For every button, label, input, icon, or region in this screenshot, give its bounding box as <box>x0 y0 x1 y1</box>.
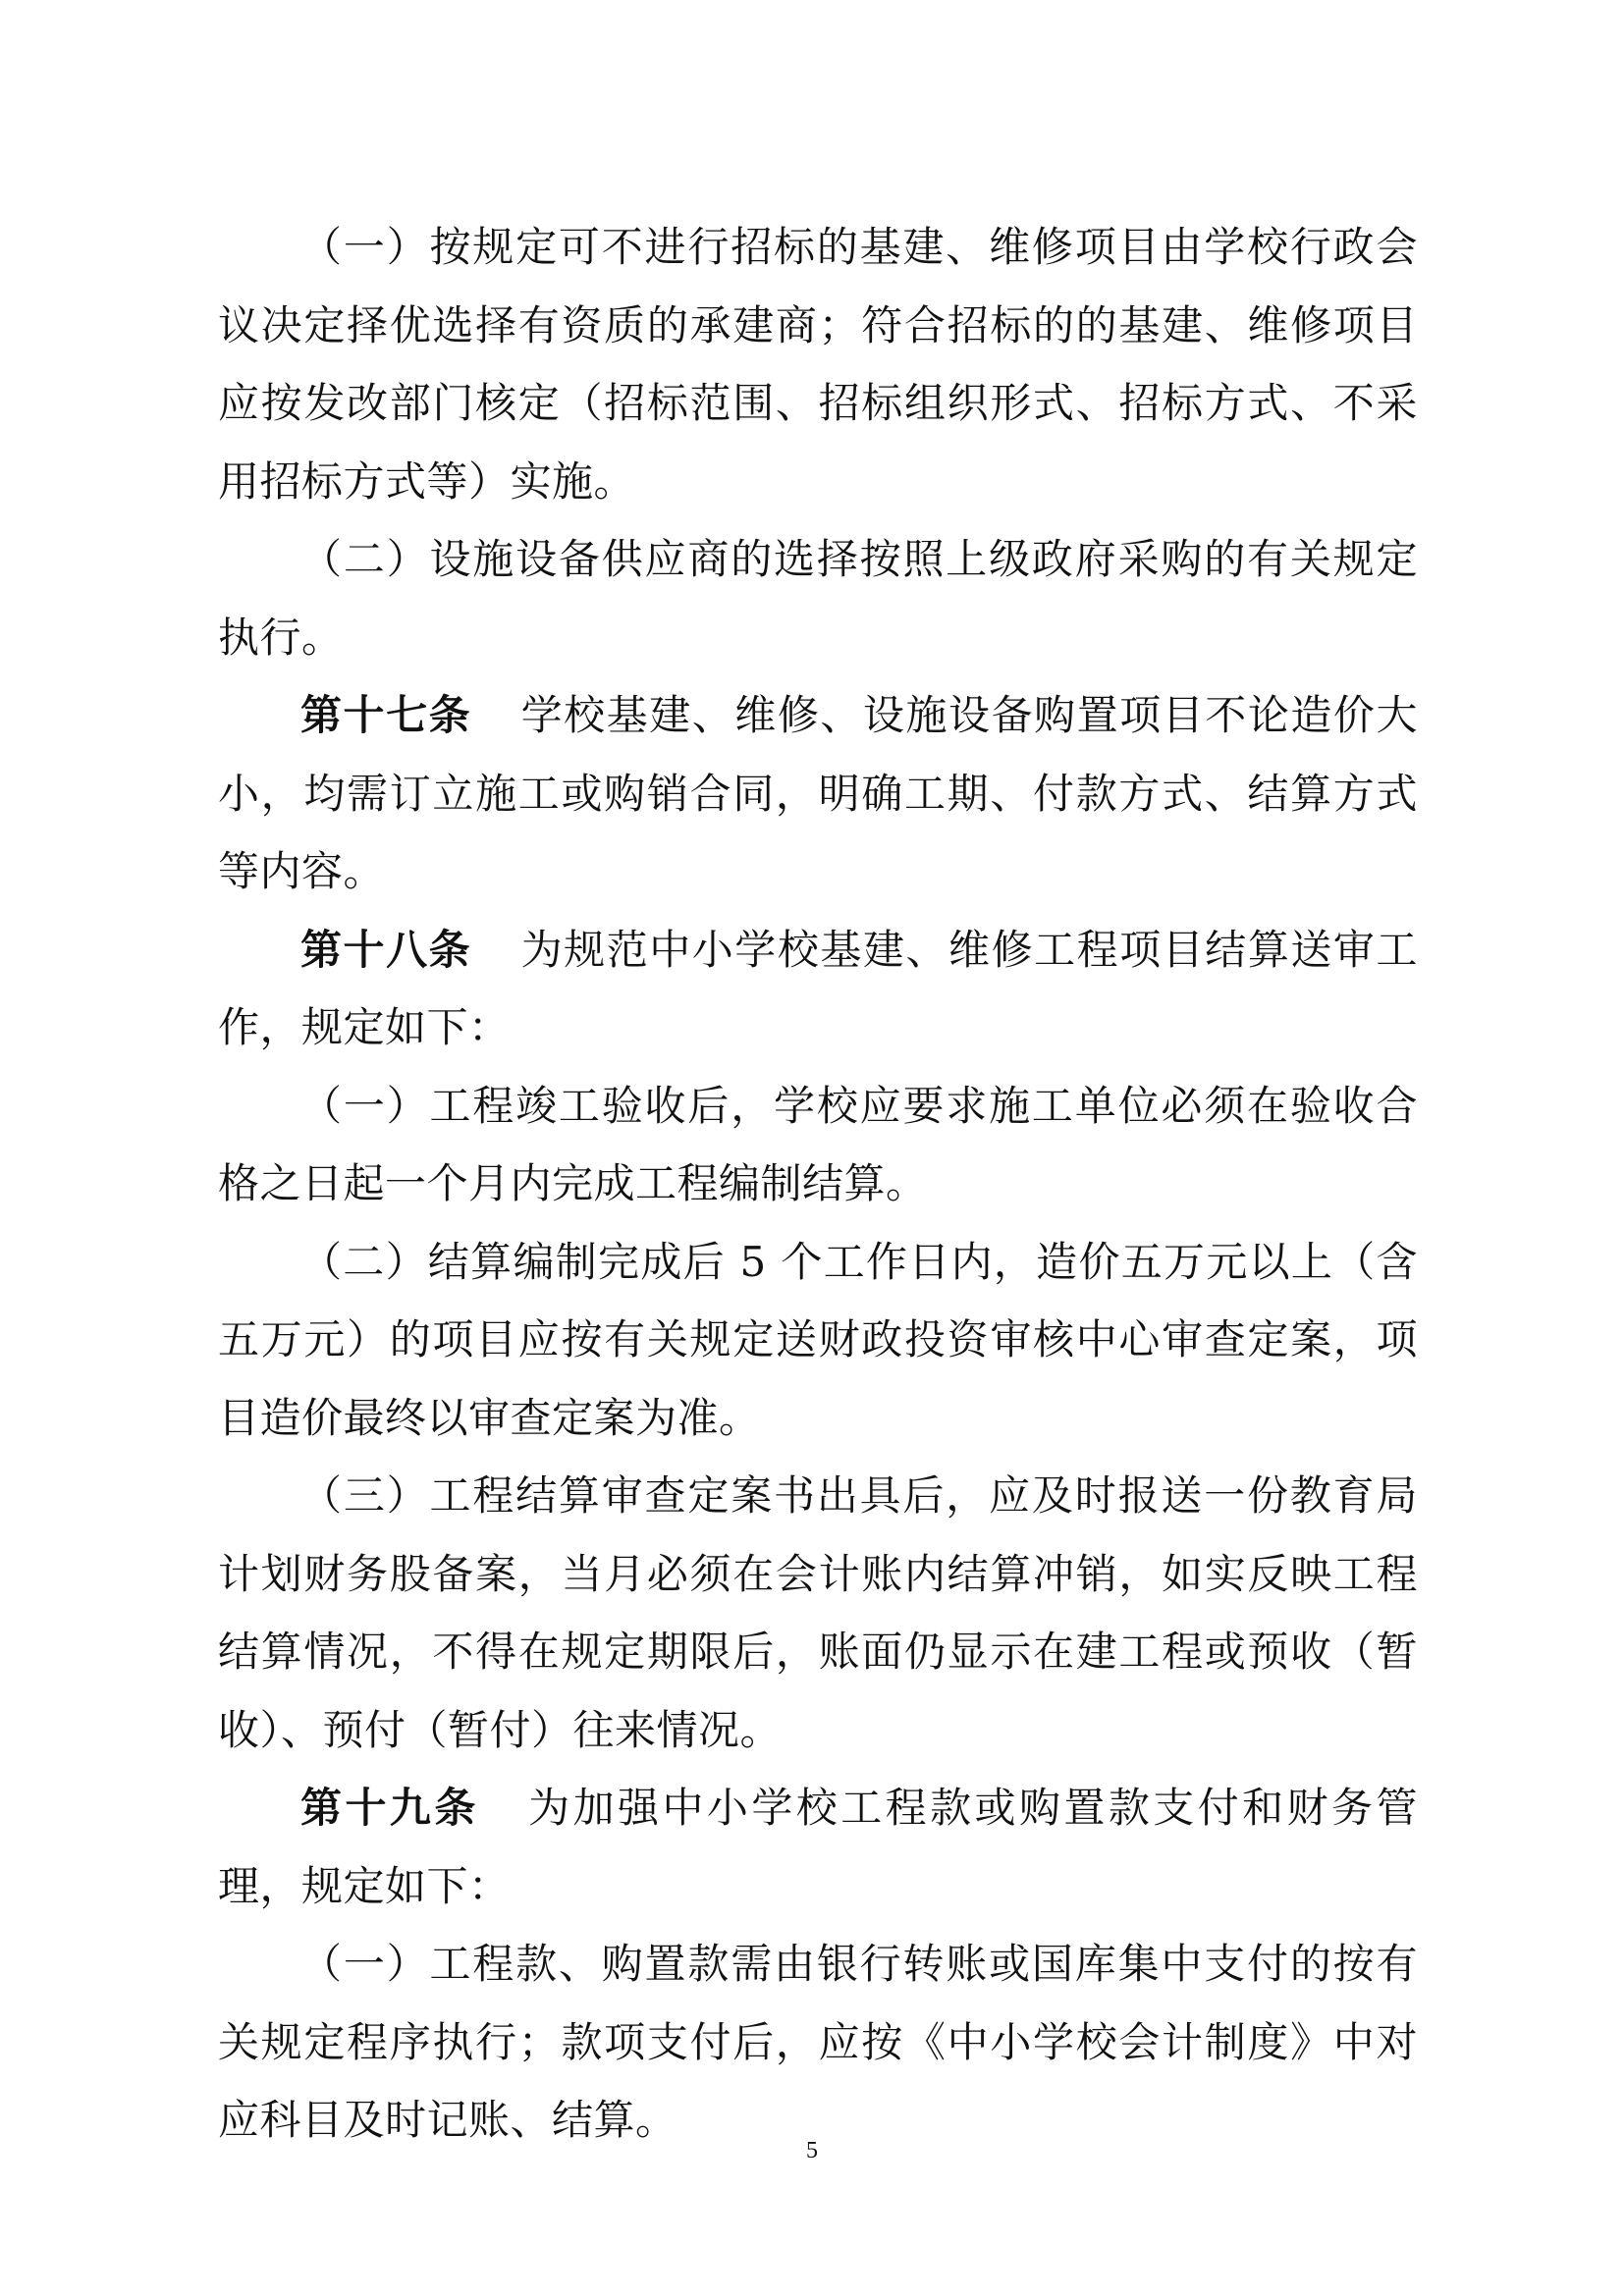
paragraph-text: （二）设施设备供应商的选择按照上级政府采购的有关规定执行。 <box>218 535 1418 662</box>
paragraph-text: （一）工程款、购置款需由银行转账或国库集中支付的按有关规定程序执行；款项支付后，应按《中小学校会计制度》中对应科目及时记账、结算。 <box>218 1940 1418 2144</box>
paragraph-text: （三）工程结算审查定案书出具后，应及时报送一份教育局计划财务股备案，当月必须在会计账内结算冲销，如实反映工程结算情况，不得在规定期限后，账面仍显示在建工程或预收（暂收）、预付（暂付）往来情况。 <box>218 1471 1418 1754</box>
article-heading: 第十七条 <box>300 691 472 739</box>
document-body <box>218 208 1418 2160</box>
paragraph-19-1 <box>218 1925 1418 2160</box>
article-18 <box>218 911 1418 1067</box>
paragraph-18-1 <box>218 1067 1418 1223</box>
page-number: 5 <box>806 2138 818 2163</box>
paragraph-16-2 <box>218 520 1418 676</box>
paragraph-text: （二）结算编制完成后 5 个工作日内，造价五万元以上（含五万元）的项目应按有关规定送财政投资审核中心审查定案，项目造价最终以审查定案为准。 <box>218 1237 1418 1442</box>
paragraph-text: 学校基建、维修、设施设备购置项目不论造价大小，均需订立施工或购销合同，明确工期、付款方式、结算方式等内容。 <box>218 691 1418 895</box>
paragraph-18-3 <box>218 1457 1418 1769</box>
article-heading: 第十九条 <box>300 1784 479 1832</box>
article-19 <box>218 1769 1418 1925</box>
paragraph-text: 为规范中小学校基建、维修工程项目结算送审工作，规定如下： <box>218 925 1418 1051</box>
paragraph-text: （一）工程竣工验收后，学校应要求施工单位必须在验收合格之日起一个月内完成工程编制结算。 <box>218 1081 1418 1207</box>
paragraph-18-2 <box>218 1223 1418 1458</box>
article-17 <box>218 676 1418 911</box>
paragraph-text: （一）按规定可不进行招标的基建、维修项目由学校行政会议决定择优选择有资质的承建商；符合招标的的基建、维修项目应按发改部门核定（招标范围、招标组织形式、招标方式、不采用招标方式等）实施。 <box>218 223 1418 506</box>
paragraph-text: 为加强中小学校工程款或购置款支付和财务管理，规定如下： <box>218 1784 1418 1910</box>
article-heading: 第十八条 <box>300 925 472 974</box>
paragraph-16-1 <box>218 208 1418 520</box>
